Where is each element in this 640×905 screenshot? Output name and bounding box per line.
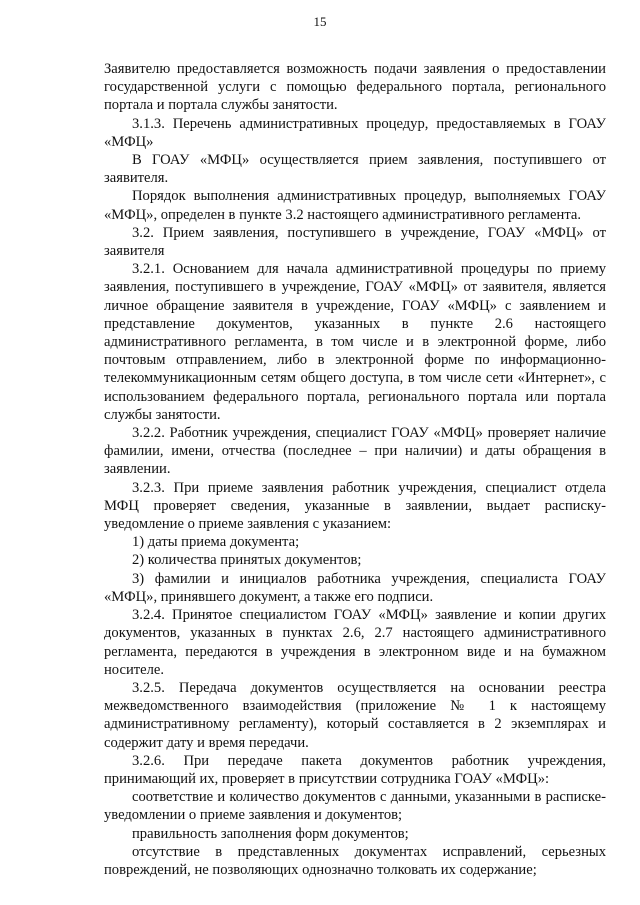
paragraph-applicant-portals: Заявителю предоставляется возможность подачи заявления о предоставлении государственной услуги с помощью федерального портала, регионального портала и портала службы занятости. (104, 61, 606, 114)
page-number: 15 (313, 14, 327, 29)
paragraph-3-2-3: 3.2.3. При приеме заявления работник учреждения, специалист отдела МФЦ проверяет сведения, указанные в заявлении, выдает расписку-уведомление о приеме заявления с указанием: (104, 479, 606, 533)
paragraph-procedure-order: Порядок выполнения административных процедур, выполняемых ГОАУ «МФЦ», определен в пункте 3.2 настоящего административного регламента. (104, 188, 606, 223)
paragraph-mfc-reception: В ГОАУ «МФЦ» осуществляется прием заявления, поступившего от заявителя. (104, 152, 606, 187)
check-item-form-correctness: правильность заполнения форм документов; (132, 825, 409, 842)
paragraph-3-1-3: 3.1.3. Перечень административных процедур, предоставляемых в ГОАУ «МФЦ» (104, 115, 606, 150)
paragraph-3-2-1: 3.2.1. Основанием для начала административной процедуры по приему заявления, поступившего в учреждение, ГОАУ «МФЦ» от заявителя, является личное обращение заявителя в учреждение, ГОАУ «МФЦ» с заявлением и представление документов, указанных в пункте 2.6 настоящего административного регламента, в том числе и в электронной форме, либо почтовым отправлением, либо в электронной форме по информационно-телекоммуникационным сетям общего доступа, в том числе сети «Интернет», с использованием федерального портала, регионального портала или портала службы занятости. (104, 261, 606, 423)
paragraph-3-2-2: 3.2.2. Работник учреждения, специалист ГОАУ «МФЦ» проверяет наличие фамилии, имени, отчества (последнее – при наличии) и даты обращения в заявлении. (104, 425, 606, 478)
list-item-1: 1) даты приема документа; (132, 534, 300, 551)
check-item-correspondence: соответствие и количество документов с данными, указанными в расписке-уведомлении о приеме заявления и документов; (104, 789, 606, 824)
paragraph-3-2-5: 3.2.5. Передача документов осуществляется на основании реестра межведомственного взаимодействия (приложение № 1 к настоящему административному регламенту), который составляется в 2 экземплярах и содержит дату и время передачи. (104, 679, 606, 751)
list-item-2: 2) количества принятых документов; (132, 552, 362, 569)
document-body (104, 60, 606, 879)
list-item-3: 3) фамилии и инициалов работника учреждения, специалиста ГОАУ «МФЦ», принявшего документ, а также его подписи. (104, 570, 606, 605)
paragraph-3-2-4: 3.2.4. Принятое специалистом ГОАУ «МФЦ» заявление и копии других документов, указанных в пунктах 2.6, 2.7 настоящего административного регламента, передаются в учреждения в электронном виде и на бумажном носителе. (104, 607, 606, 678)
paragraph-3-2-6: 3.2.6. При передаче пакета документов работник учреждения, принимающий их, проверяет в присутствии сотрудника ГОАУ «МФЦ»: (104, 752, 606, 787)
check-item-no-corrections: отсутствие в представленных документах исправлений, серьезных повреждений, не позволяющих однозначно толковать их содержание; (104, 843, 606, 878)
paragraph-3-2: 3.2. Прием заявления, поступившего в учреждение, ГОАУ «МФЦ» от заявителя (104, 224, 606, 260)
